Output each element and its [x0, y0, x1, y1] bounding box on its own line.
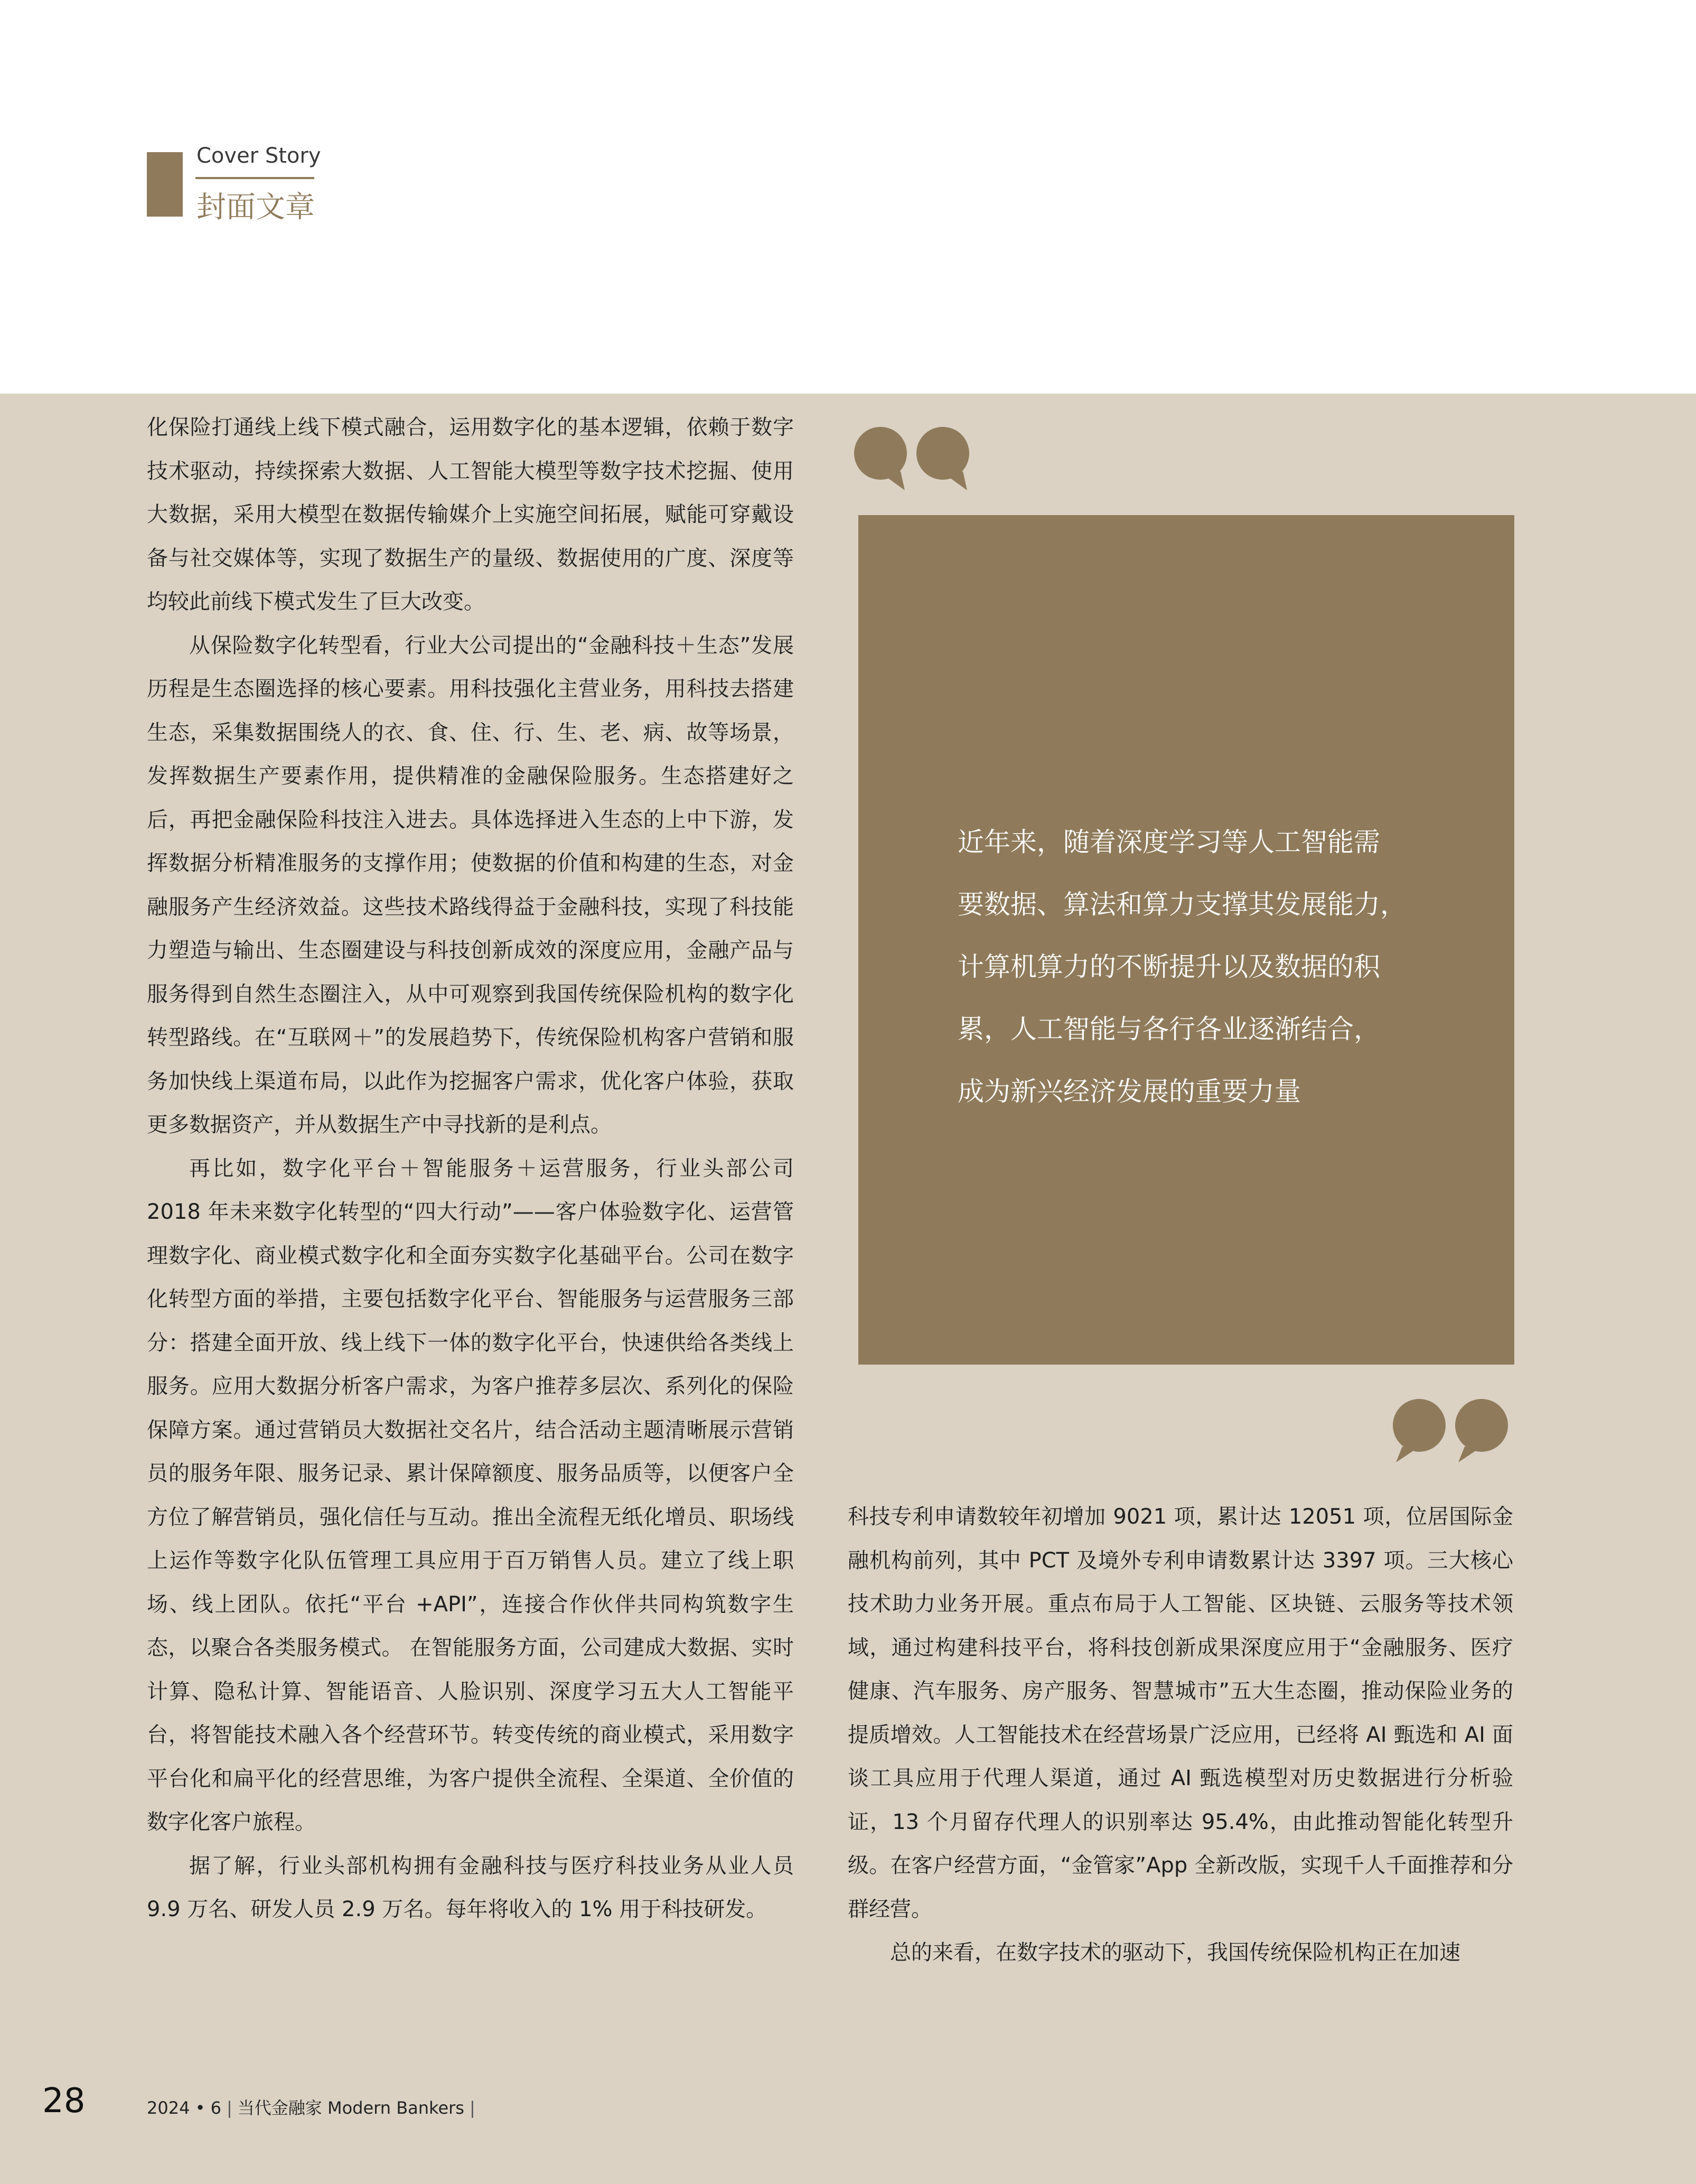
pull-quote-line: 成为新兴经济发展的重要力量: [958, 1076, 1301, 1107]
quote-bubbles-icon: [853, 423, 980, 491]
section-marker-block: [147, 152, 183, 217]
section-label-en: Cover Story: [196, 144, 321, 168]
right-text-column: [848, 1495, 1513, 1975]
left-text-column: [147, 406, 794, 1931]
footer-info: [147, 2095, 481, 2119]
issue-date: 2024 • 6: [147, 2098, 222, 2118]
footer-divider: |: [469, 2098, 475, 2118]
pull-quote-text: [958, 811, 1433, 1123]
magazine-name: 当代金融家 Modern Bankers: [237, 2098, 464, 2118]
pull-quote-box: [858, 515, 1514, 1365]
pull-quote-line: 要数据、算法和算力支撑其发展能力，: [958, 889, 1407, 920]
pull-quote-line: 累，人工智能与各行各业逐渐结合，: [958, 1014, 1380, 1044]
pull-quote-line: 近年来，随着深度学习等人工智能需: [958, 827, 1380, 857]
paragraph: 总的来看，在数字技术的驱动下，我国传统保险机构正在加速: [890, 1940, 1460, 1965]
pull-quote-line: 计算机算力的不断提升以及数据的积: [958, 951, 1380, 982]
paragraph: 化保险打通线上线下模式融合，运用数字化的基本逻辑，依赖于数字技术驱动，持续探索大数据、人工智能大模型等数字技术挖掘、使用大数据，采用大模型在数据传输媒介上实施空间拓展，赋能可穿戴设备与社交媒体等，实现了数据生产的量级、数据使用的广度、深度等均较此前线下模式发生了巨大改变。: [147, 415, 794, 614]
paragraph: 从保险数字化转型看，行业大公司提出的“金融科技＋生态”发展历程是生态圈选择的核心要素。用科技强化主营业务，用科技去搭建生态，采集数据围绕人的衣、食、住、行、生、老、病、故等场景，发挥数据生产要素作用，提供精准的金融保险服务。生态搭建好之后，再把金融保险科技注入进去。具体选择进入生态的上中下游，发挥数据分析精准服务的支撑作用；使数据的价值和构建的生态，对金融服务产生经济效益。这些技术路线得益于金融科技，实现了科技能力塑造与输出、生态圈建设与科技创新成效的深度应用，金融产品与服务得到自然生态圈注入，从中可观察到我国传统保险机构的数字化转型路线。在“互联网＋”的发展趋势下，传统保险机构客户营销和服务加快线上渠道布局，以此作为挖掘客户需求，优化客户体验，获取更多数据资产，并从数据生产中寻找新的是利点。: [147, 633, 794, 1137]
section-underline: [195, 177, 314, 179]
paragraph: 科技专利申请数较年初增加 9021 项，累计达 12051 项，位居国际金融机构前列，其中 PCT 及境外专利申请数累计达 3397 项。三大核心技术助力业务开展。重点布局于人工智能、区块链、云服务等技术领域，通过构建科技平台，将科技创新成果深度应用于“金融服务、医疗健康、汽车服务、房产服务、智慧城市”五大生态圈，推动保险业务的提质增效。人工智能技术在经营场景广泛应用，已经将 AI 甄选和 AI 面谈工具应用于代理人渠道，通过 AI 甄选模型对历史数据进行分析验证，13 个月留存代理人的识别率达 95.4%，由此推动智能化转型升级。在客户经营方面，“金管家”App 全新改版，实现千人千面推荐和分群经营。: [848, 1505, 1513, 1921]
paragraph: 据了解，行业头部机构拥有金融科技与医疗科技业务从业人员 9.9 万名、研发人员 2.9 万名。每年将收入的 1% 用于科技研发。: [147, 1853, 794, 1921]
footer-divider: |: [227, 2098, 232, 2118]
quote-bubbles-icon: [1392, 1395, 1519, 1463]
section-label-cn: 封面文章: [196, 190, 315, 225]
paragraph: 再比如，数字化平台＋智能服务＋运营服务，行业头部公司 2018 年未来数字化转型的“四大行动”——客户体验数字化、运营管理数字化、商业模式数字化和全面夯实数字化基础平台。公司在数字化转型方面的举措，主要包括数字化平台、智能服务与运营服务三部分：搭建全面开放、线上线下一体的数字化平台，快速供给各类线上服务。应用大数据分析客户需求，为客户推荐多层次、系列化的保险保障方案。通过营销员大数据社交名片，结合活动主题清晰展示营销员的服务年限、服务记录、累计保障额度、服务品质等，以便客户全方位了解营销员，强化信任与互动。推出全流程无纸化增员、职场线上运作等数字化队伍管理工具应用于百万销售人员。建立了线上职场、线上团队。依托“平台 +API”，连接合作伙伴共同构筑数字生态，以聚合各类服务模式。 在智能服务方面，公司建成大数据、实时计算、隐私计算、智能语音、人脸识别、深度学习五大人工智能平台，将智能技术融入各个经营环节。转变传统的商业模式，采用数字平台化和扁平化的经营思维，为客户提供全流程、全渠道、全价值的数字化客户旅程。: [147, 1156, 794, 1834]
page-number: 28: [42, 2082, 86, 2121]
